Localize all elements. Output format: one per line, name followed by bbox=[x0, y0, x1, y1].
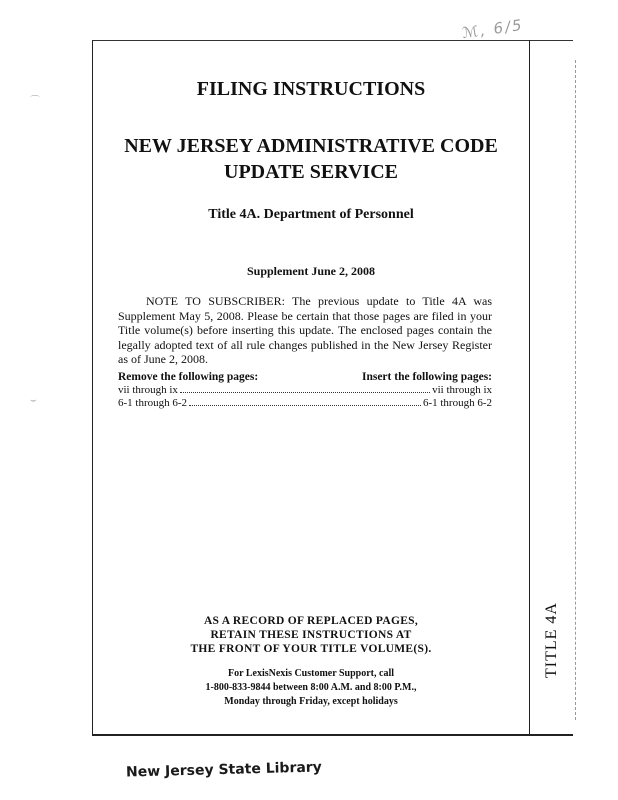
edge-scan-marks bbox=[575, 60, 576, 720]
remove-pages: 6-1 through 6-2 bbox=[118, 397, 188, 409]
title-heading: Title 4A. Department of Personnel bbox=[208, 207, 414, 222]
record-line: THE FRONT OF YOUR TITLE VOLUME(S). bbox=[190, 643, 432, 655]
pages-table-header bbox=[118, 370, 492, 384]
supplement-date: Supplement June 2, 2008 bbox=[246, 264, 376, 278]
handwritten-mark: ℳ, 6/5 bbox=[461, 15, 525, 43]
margin-scan-mark: ⌣ bbox=[30, 395, 37, 406]
spine-label: TITLE 4A bbox=[543, 602, 560, 678]
record-instructions bbox=[94, 614, 528, 656]
customer-support bbox=[94, 667, 528, 709]
record-line: RETAIN THESE INSTRUCTIONS AT bbox=[210, 629, 412, 641]
support-line: Monday through Friday, except holidays bbox=[224, 696, 398, 707]
insert-pages: vii through ix bbox=[432, 384, 492, 396]
subscriber-note: NOTE TO SUBSCRIBER: The previous update to Title 4A was Supplement May 5, 2008. Please be certain that those pages are filed in your Title volume(s) before inserting this update. The enclosed pages contain the legally adopted text of all rule changes published in the New Jersey Register as of June 2, 2008. bbox=[118, 294, 492, 366]
code-title-line: NEW JERSEY ADMINISTRATIVE CODE bbox=[124, 135, 498, 157]
library-stamp: New Jersey State Library bbox=[125, 759, 323, 781]
record-line: AS A RECORD OF REPLACED PAGES, bbox=[203, 615, 419, 627]
support-line: 1-800-833-9844 between 8:00 A.M. and 8:00 P.M., bbox=[205, 682, 417, 693]
code-title bbox=[94, 133, 528, 185]
remove-pages: vii through ix bbox=[118, 384, 178, 396]
table-row bbox=[118, 397, 492, 410]
code-title-line: UPDATE SERVICE bbox=[224, 161, 398, 183]
page-title: FILING INSTRUCTIONS bbox=[196, 78, 426, 100]
spine-divider bbox=[529, 40, 530, 736]
dot-leader bbox=[189, 405, 421, 406]
dot-leader bbox=[180, 392, 430, 393]
remove-header: Remove the following pages: bbox=[118, 371, 259, 383]
margin-scan-mark: ⌒ bbox=[30, 96, 40, 107]
insert-pages: 6-1 through 6-2 bbox=[422, 397, 492, 409]
support-line: For LexisNexis Customer Support, call bbox=[227, 668, 394, 679]
insert-header: Insert the following pages: bbox=[361, 371, 492, 383]
pages-table bbox=[118, 370, 492, 410]
table-row bbox=[118, 384, 492, 397]
